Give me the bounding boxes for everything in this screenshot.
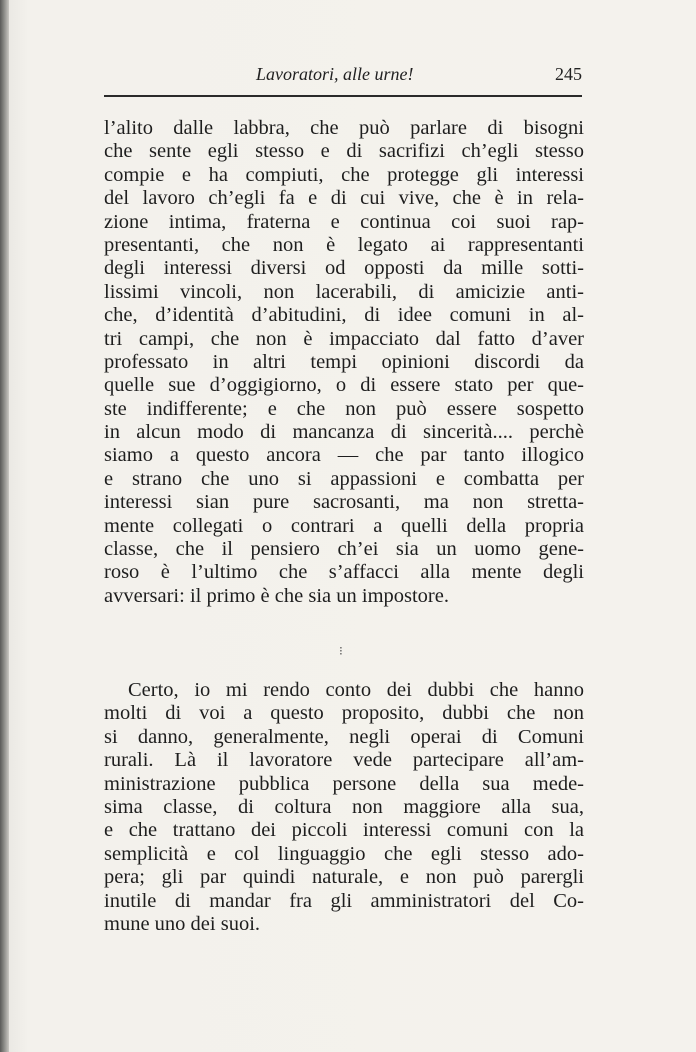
text-line: l’alito dalle labbra, che può parlare di bisogni <box>104 117 584 139</box>
text-line: tri campi, che non è impacciato dal fatto d’aver <box>104 327 584 350</box>
text-line: avversari: il primo è che sia un impostore. <box>104 584 449 607</box>
text-line: classe, che il pensiero ch’ei sia un uomo gene- <box>104 538 584 561</box>
text-line: sima classe, di coltura non maggiore alla sua, <box>104 795 584 818</box>
text-line: mune uno dei suoi. <box>104 912 261 935</box>
text-line: interessi sian pure sacrosanti, ma non stretta- <box>104 491 584 514</box>
text-line: rurali. Là il lavoratore vede partecipare all’am- <box>104 749 584 772</box>
header-rule <box>104 95 582 97</box>
text-line: che, d’identità d’abitudini, di idee comuni in al- <box>104 304 584 327</box>
text-line: e strano che uno si appassioni e combatta per <box>104 467 584 490</box>
text-line: zione intima, fraterna e continua coi suoi rap- <box>104 210 584 233</box>
text-line: roso è l’ultimo che s’affacci alla mente degli <box>104 561 584 584</box>
text-line: molti di voi a questo proposito, dubbi che non <box>104 702 584 725</box>
text-line: inutile di mandar fra gli amministratori del Co- <box>104 889 584 912</box>
text-line: che sente egli stesso e di sacrifizi ch’egli stesso <box>104 140 584 163</box>
text-line: ministrazione pubblica persone della sua mede- <box>104 772 584 795</box>
page-spine-shadow <box>0 0 9 1052</box>
text-line: degli interessi diversi od opposti da mille sotti- <box>104 257 584 280</box>
text-line: compie e ha compiuti, che protegge gli interessi <box>104 163 584 186</box>
text-line: e che trattano dei piccoli interessi comuni con la <box>104 819 584 842</box>
paragraph-2 <box>104 679 584 936</box>
print-speck-mark: ⁝ <box>339 644 343 658</box>
text-line: professato in altri tempi opinioni discordi da <box>104 350 584 373</box>
text-line: del lavoro ch’egli fa e di cui vive, che è in rela- <box>104 187 584 210</box>
text-line: Certo, io mi rendo conto dei dubbi che hanno <box>128 679 584 701</box>
running-title: Lavoratori, alle urne! <box>256 64 414 84</box>
paragraph-1 <box>104 117 584 608</box>
text-line: quelle sue d’oggigiorno, o di essere stato per que- <box>104 374 584 397</box>
text-line: lissimi vincoli, non lacerabili, di amicizie anti- <box>104 280 584 303</box>
text-line: semplicità e col linguaggio che egli stesso ado- <box>104 842 584 865</box>
page-number: 245 <box>555 64 582 84</box>
text-line: presentanti, che non è legato ai rappresentanti <box>104 233 584 256</box>
page-header <box>104 60 582 90</box>
text-line: ste indifferente; e che non può essere sospetto <box>104 397 584 420</box>
text-line: siamo a questo ancora — che par tanto illogico <box>104 444 584 467</box>
text-line: si danno, generalmente, negli operai di Comuni <box>104 725 584 748</box>
text-line: mente collegati o contrari a quelli della propria <box>104 514 584 537</box>
text-line: in alcun modo di mancanza di sincerità.... perchè <box>104 421 584 444</box>
text-line: pera; gli par quindi naturale, e non può parergli <box>104 866 584 889</box>
